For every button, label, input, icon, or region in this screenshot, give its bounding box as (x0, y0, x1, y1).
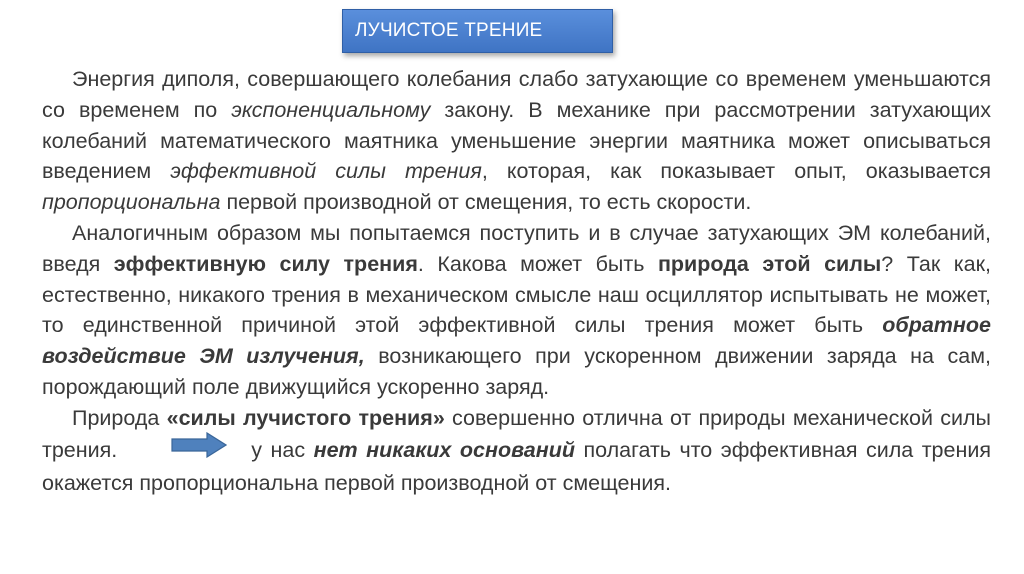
p2-text-1: Аналогичным образом мы попытаемся поступить и в случае затухающих ЭМ колебаний, введя (42, 220, 991, 276)
p2-bold-effective-friction: эффективную силу трения (113, 251, 418, 276)
paragraph-3 (42, 403, 991, 499)
p3-text-6: полагать что эффективная сила трения окажется пропорциональна первой производной от смещения. (42, 437, 991, 496)
p3-text-3: совершенно отлична от природы механической силы трения. (42, 405, 991, 462)
p3-text-1: Природа (72, 405, 167, 430)
p3-bold-radiation-friction: «силы лучистого трения» (166, 405, 445, 430)
p2-text-3: . Какова может быть (417, 251, 658, 276)
p1-text-7: первой производной от смещения, то есть скорости. (220, 190, 752, 215)
p2-text-7: возникающего при ускоренном движении заряда на сам, порождающий поле движущийся ускоренно заряд. (42, 344, 991, 399)
p1-text-5: , которая, как показывает опыт, оказывается (481, 159, 991, 184)
p1-text-1: Энергия диполя, совершающего колебания слабо затухающие со временем уменьшаются со временем по (42, 67, 991, 122)
slide-body (42, 64, 991, 499)
right-arrow-icon (141, 432, 227, 467)
p3-bold-italic-no-grounds: нет никаких оснований (313, 437, 575, 462)
paragraph-2 (42, 218, 991, 403)
p1-italic-effective-friction: эффективной силы трения (170, 159, 482, 184)
p1-text-3: закону. В механике при рассмотрении затухающих колебаний математического маятника уменьшение энергии маятника может описываться введением (42, 97, 991, 184)
slide-title: ЛУЧИСТОЕ ТРЕНИЕ (342, 9, 613, 53)
p2-bold-italic-back-reaction: обратное воздействие ЭМ излучения, (42, 313, 991, 369)
p2-bold-nature-of-force: природа этой силы (657, 251, 882, 276)
paragraph-1 (42, 64, 991, 218)
p2-text-5: ? Так как, естественно, никакого трения в механическом смысле наш осциллятор испытывать не может, то единственной причиной этой эффективной силы трения может быть (42, 251, 991, 338)
p3-text-4: у нас (251, 437, 314, 462)
p1-italic-exponential: экспоненциальному (231, 97, 431, 122)
p1-italic-proportional: пропорциональна (42, 190, 221, 215)
